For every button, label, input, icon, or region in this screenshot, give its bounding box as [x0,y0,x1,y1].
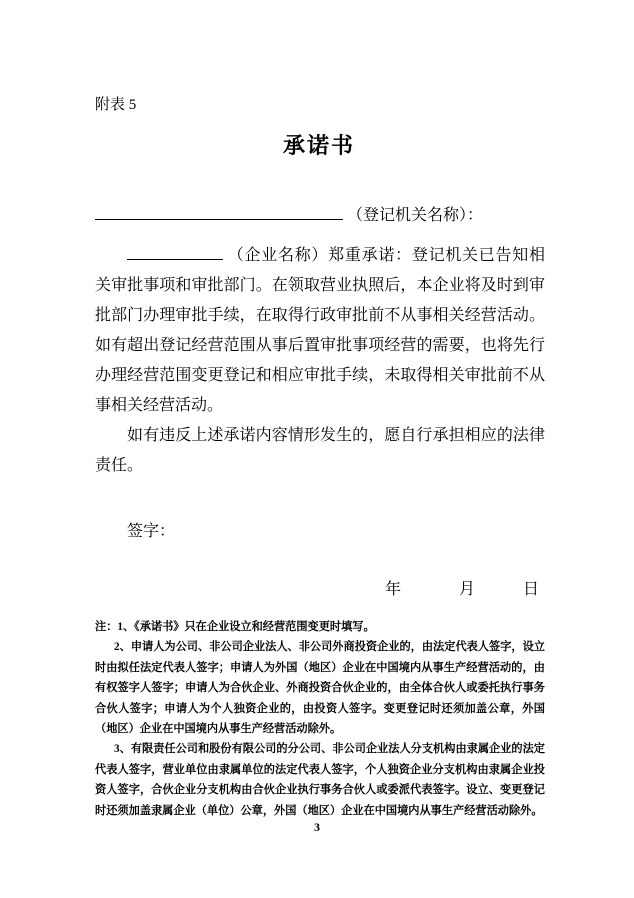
salutation-line [95,203,543,229]
date-line [95,579,543,601]
note-1: 注：1、《承诺书》只在企业设立和经营范围变更时填写。 [95,621,375,633]
note-2: 2、申请人为公司、非公司企业法人、非公司外商投资企业的，由法定代表人签字，设立时由拟任法定代表人签字；申请人为外国（地区）企业在中国境内从事生产经营活动的，由有权签字人签字；申请人为合伙企业、外商投资合伙企业的，由全体合伙人或委托执行事务合伙人签字；申请人为个人独资企业的，由投资人签字。变更登记时还须加盖公章，外国（地区）企业在中国境内从事生产经营活动除外。 [95,641,545,736]
commitment-paragraph-text: （企业名称）郑重承诺：登记机关已告知相关审批事项和审批部门。在领取营业执照后，本企业将及时到审批部门办理审批手续，在取得行政审批前不从事相关经营活动。如有超出登记经营范围从事后置审批事项经营的需要，也将先行办理经营范围变更登记和相应审批手续，未取得相关审批前不从事相关经营活动。 [95,247,545,414]
attachment-label: 附表 5 [95,97,137,113]
body-text [95,241,545,481]
date-month-label: 月 [459,581,476,598]
date-day-label: 日 [523,581,540,598]
commitment-paragraph [95,241,545,421]
notes-section [95,617,545,821]
note-3: 3、有限责任公司和股份有限公司的分公司、非公司企业法人分支机构由隶属企业的法定代表人签字，营业单位由隶属单位的法定代表人签字，个人独资企业分支机构由隶属企业投资人签字，合伙企业分支机构由合伙企业执行事务合伙人或委派代表签字。设立、变更登记时还须加盖隶属企业（单位）公章，外国（地区）企业在中国境内从事生产经营活动除外。 [95,743,545,817]
page-number: 3 [314,820,320,834]
date-year-label: 年 [385,581,402,598]
liability-paragraph: 如有违反上述承诺内容情形发生的，愿自行承担相应的法律责任。 [95,427,545,474]
enterprise-name-blank-field [127,243,223,260]
registry-name-blank-field [95,203,343,220]
salutation-suffix: （登记机关名称）： [347,207,484,224]
signature-label: 签字： [127,523,176,540]
page-title: 承诺书 [282,133,355,158]
